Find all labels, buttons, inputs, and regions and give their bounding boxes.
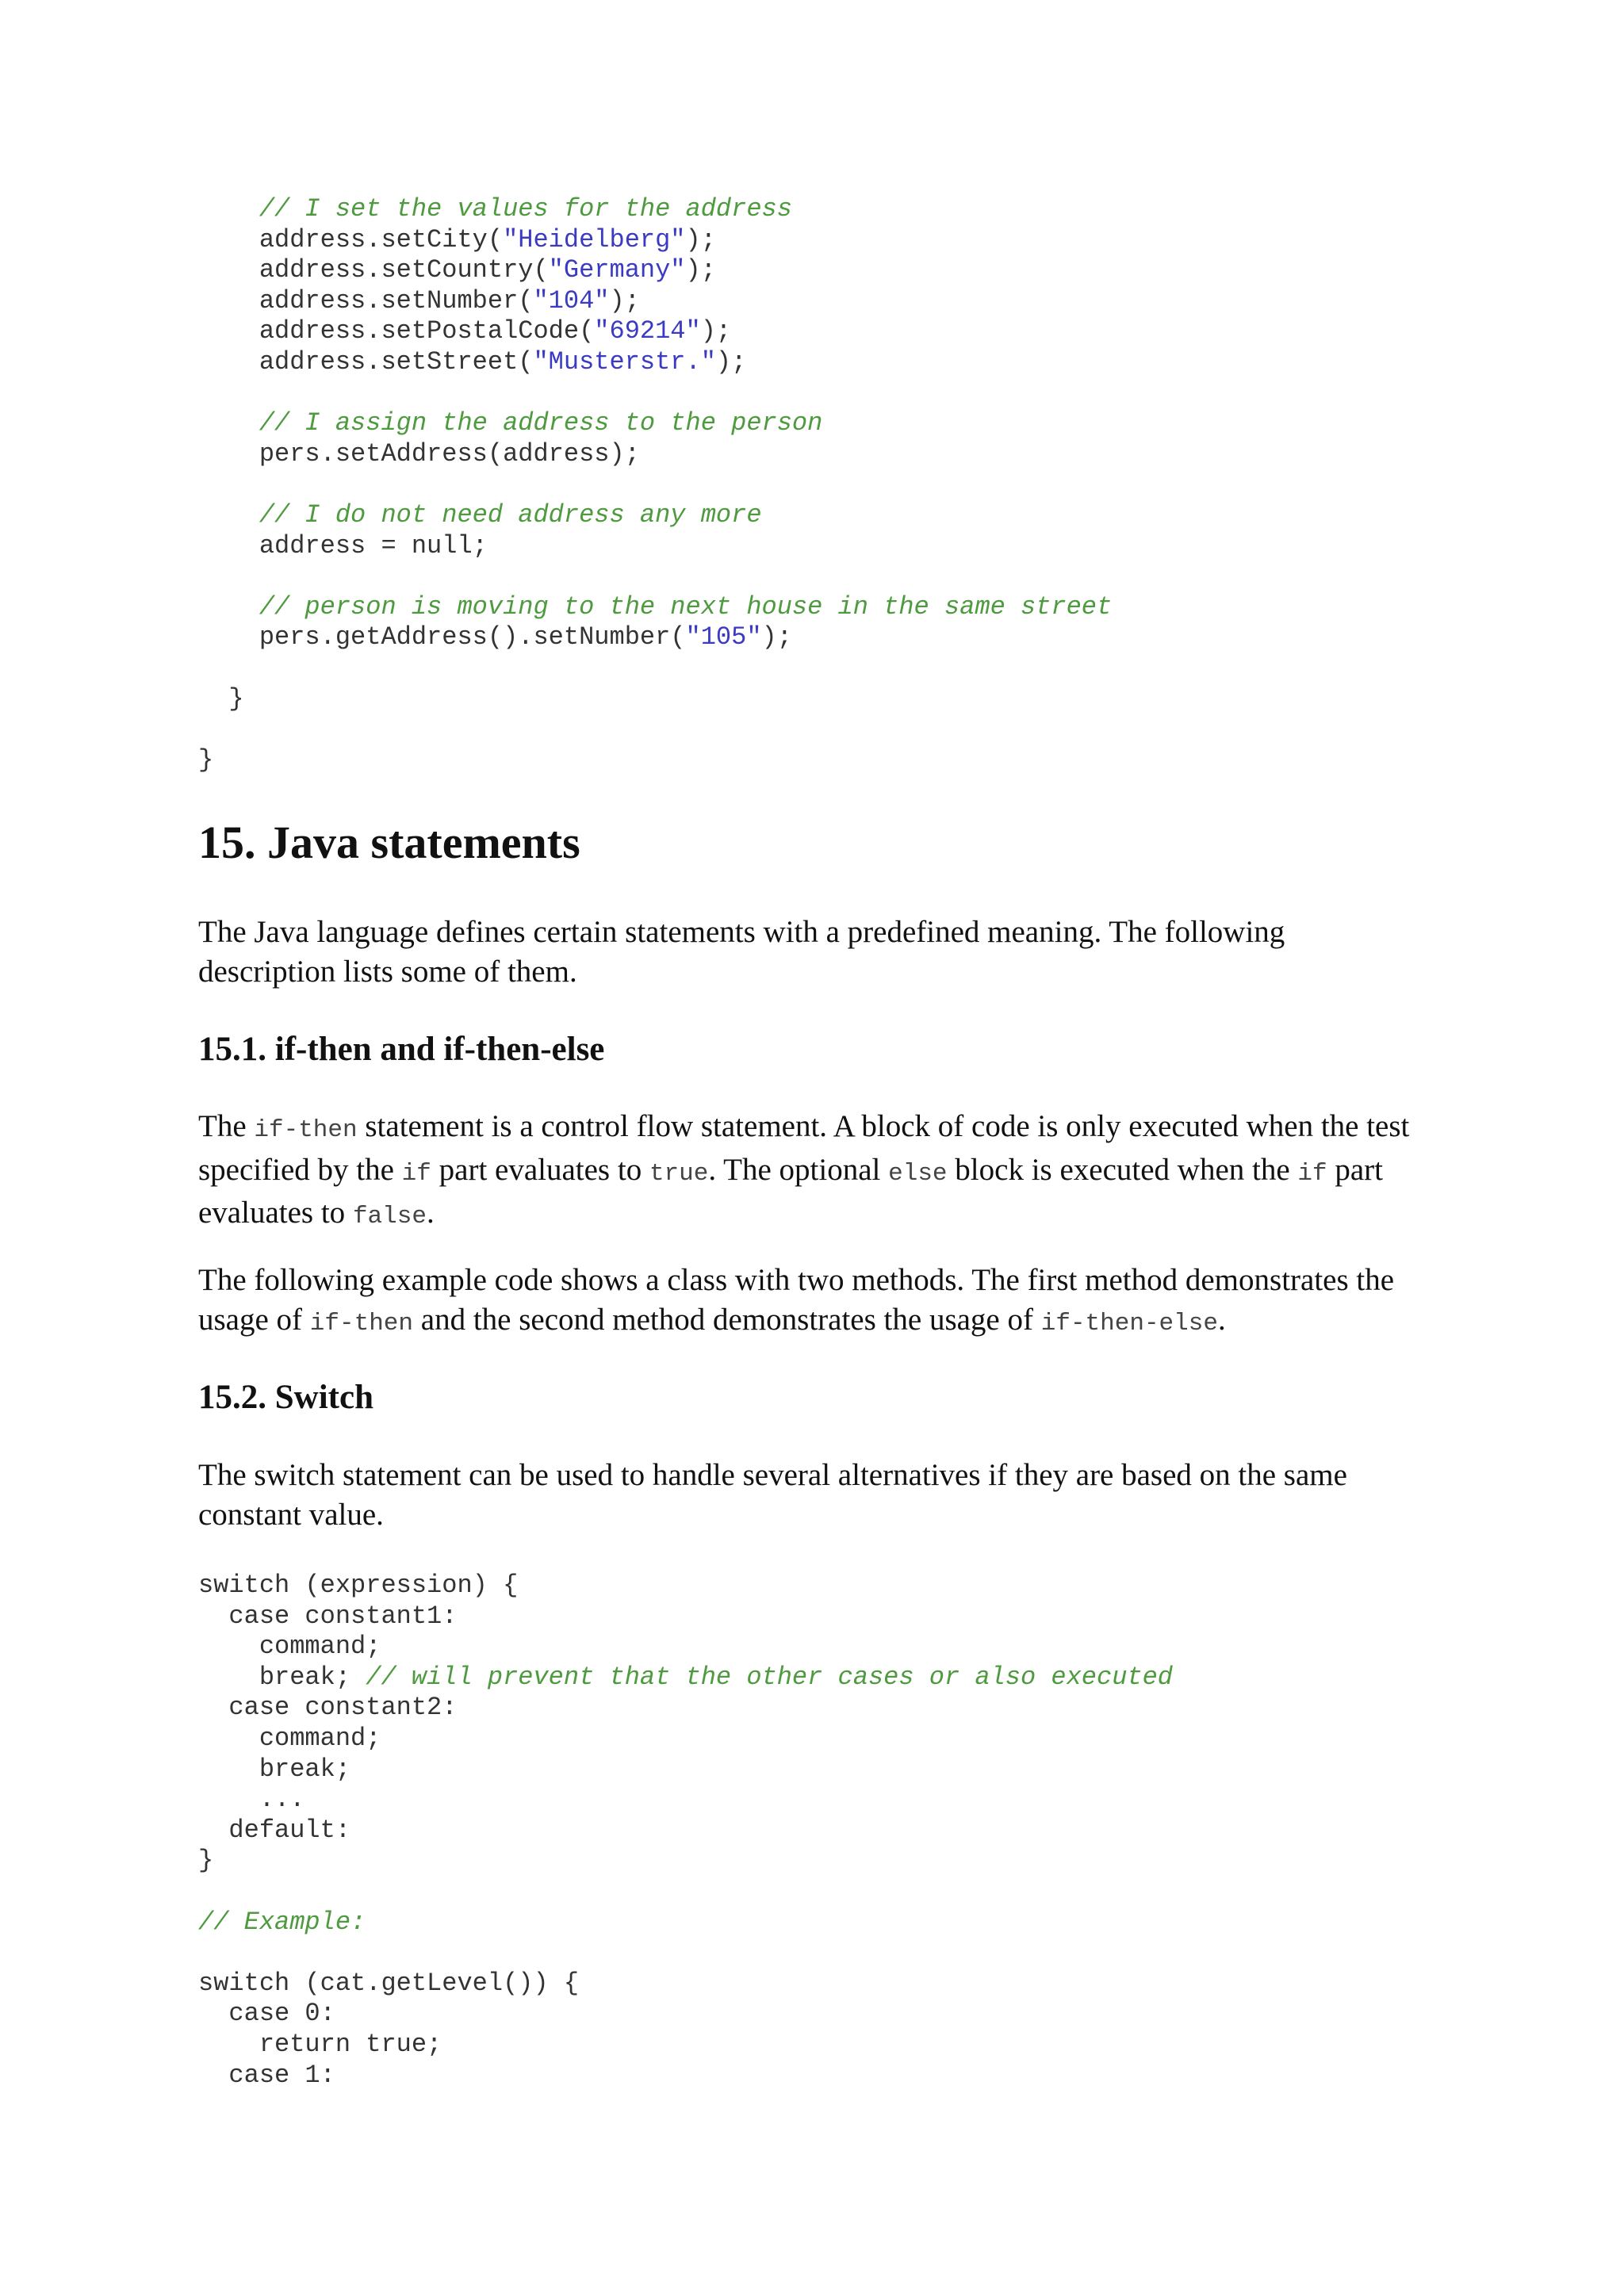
inline-code: if: [1297, 1159, 1327, 1188]
text-run: block is executed when the: [947, 1152, 1298, 1187]
code-line: [198, 408, 1112, 439]
code-line: [198, 1571, 1173, 1601]
code-comment: // Example:: [198, 1907, 366, 1937]
code-text: command;: [259, 1632, 381, 1662]
code-line: [198, 1846, 1173, 1877]
code-line: [198, 1632, 1173, 1663]
code-line: [198, 500, 1112, 531]
inline-code: if-then: [254, 1116, 358, 1144]
code-text: address.setCountry(: [259, 255, 549, 285]
code-line: [198, 1755, 1173, 1785]
code-text: );: [700, 316, 732, 346]
code-line: [198, 1693, 1173, 1724]
code-text: pers.setAddress(address);: [259, 438, 640, 469]
code-text: }: [198, 744, 214, 775]
code-text: switch (cat.getLevel()) {: [198, 1968, 580, 1998]
code-string: "Germany": [548, 255, 686, 285]
text-run: The following example code shows a class with two methods. The first method demonstrates the usage of: [198, 1263, 1395, 1337]
code-line: [198, 1816, 1173, 1846]
text-run: and the second method demonstrates the usage of: [413, 1302, 1041, 1337]
inline-code: true: [649, 1159, 709, 1188]
text-run: The: [198, 1109, 255, 1143]
section-title: 15. Java statements: [198, 817, 580, 868]
code-line: [198, 1908, 1173, 1938]
code-line: [198, 1969, 1173, 1999]
intro-paragraph: The Java language defines certain statements with a predefined meaning. The following description lists some of them.: [198, 915, 1285, 989]
text-run: . The optional: [708, 1152, 889, 1187]
code-comment: // will prevent that the other cases or also executed: [366, 1662, 1173, 1692]
code-text: address.setCity(: [259, 224, 504, 254]
inline-code: else: [888, 1159, 948, 1188]
code-line: [198, 2030, 1173, 2061]
code-comment: // I set the values for the address: [259, 194, 792, 224]
subsection-title-if-then: 15.1. if-then and if-then-else: [198, 1031, 605, 1068]
inline-code: if-then-else: [1040, 1309, 1218, 1337]
code-line: [198, 1724, 1173, 1755]
text-run: part evaluates to: [198, 1152, 1384, 1230]
inline-code: if: [401, 1159, 431, 1188]
code-text: case 1:: [228, 2060, 335, 2090]
code-text: default:: [228, 1815, 351, 1845]
code-line: [198, 745, 1112, 776]
code-comment: // I assign the address to the person: [259, 408, 823, 438]
code-text: }: [198, 1846, 214, 1876]
code-line: [198, 1785, 1173, 1816]
code-text: switch (expression) {: [198, 1571, 519, 1600]
code-comment: // I do not need address any more: [259, 499, 762, 530]
code-string: "69214": [594, 316, 701, 346]
code-line: [198, 561, 1112, 592]
code-text: case constant2:: [228, 1693, 458, 1723]
code-line: [198, 653, 1112, 684]
code-text: );: [609, 285, 640, 316]
code-text: address.setPostalCode(: [259, 316, 595, 346]
code-line: [198, 378, 1112, 409]
code-line: [198, 1663, 1173, 1693]
code-text: );: [715, 346, 747, 377]
code-comment: // person is moving to the next house in the same street: [259, 591, 1113, 622]
inline-code: false: [352, 1203, 427, 1230]
code-line: [198, 1938, 1173, 1969]
code-text: break;: [259, 1662, 366, 1692]
example-paragraph: [198, 1261, 1419, 1343]
code-line: [198, 255, 1112, 286]
code-line: [198, 684, 1112, 715]
code-block-address: [198, 194, 1112, 775]
text-run: .: [426, 1196, 435, 1230]
switch-paragraph: The switch statement can be used to handle several alternatives if they are based on the same constant value.: [198, 1458, 1347, 1532]
inline-code: if-then: [309, 1309, 414, 1337]
code-string: "Musterstr.": [533, 346, 716, 377]
code-text: return true;: [259, 2029, 442, 2059]
code-text: );: [685, 255, 716, 285]
code-text: command;: [259, 1723, 381, 1753]
code-text: ...: [259, 1785, 305, 1815]
code-text: }: [228, 683, 244, 714]
code-text: pers.getAddress().setNumber(: [259, 622, 686, 652]
code-line: [198, 714, 1112, 745]
code-text: );: [761, 622, 792, 652]
code-text: break;: [259, 1754, 351, 1784]
code-line: [198, 1877, 1173, 1908]
code-text: address = null;: [259, 530, 488, 561]
text-run: statement is a control flow statement. A block of code is only executed when the test specified by the: [198, 1109, 1410, 1187]
code-text: case 0:: [228, 1999, 335, 2029]
if-then-paragraph: [198, 1107, 1419, 1237]
code-line: [198, 1601, 1173, 1632]
code-line: [198, 1999, 1173, 2030]
code-text: address.setStreet(: [259, 346, 534, 377]
code-line: [198, 2061, 1173, 2091]
code-line: [198, 347, 1112, 378]
code-line: [198, 592, 1112, 623]
code-string: "Heidelberg": [503, 224, 686, 254]
code-line: [198, 531, 1112, 562]
code-line: [198, 286, 1112, 317]
code-string: "104": [533, 285, 610, 316]
code-text: address.setNumber(: [259, 285, 534, 316]
text-run: .: [1217, 1302, 1226, 1337]
code-line: [198, 469, 1112, 500]
code-block-switch: [198, 1571, 1173, 2091]
code-line: [198, 194, 1112, 225]
code-line: [198, 439, 1112, 470]
text-run: part evaluates to: [431, 1152, 649, 1187]
code-string: "105": [685, 622, 762, 652]
code-line: [198, 622, 1112, 653]
code-line: [198, 316, 1112, 347]
subsection-title-switch: 15.2. Switch: [198, 1379, 373, 1416]
code-text: );: [685, 224, 716, 254]
code-text: case constant1:: [228, 1601, 458, 1631]
code-line: [198, 225, 1112, 256]
